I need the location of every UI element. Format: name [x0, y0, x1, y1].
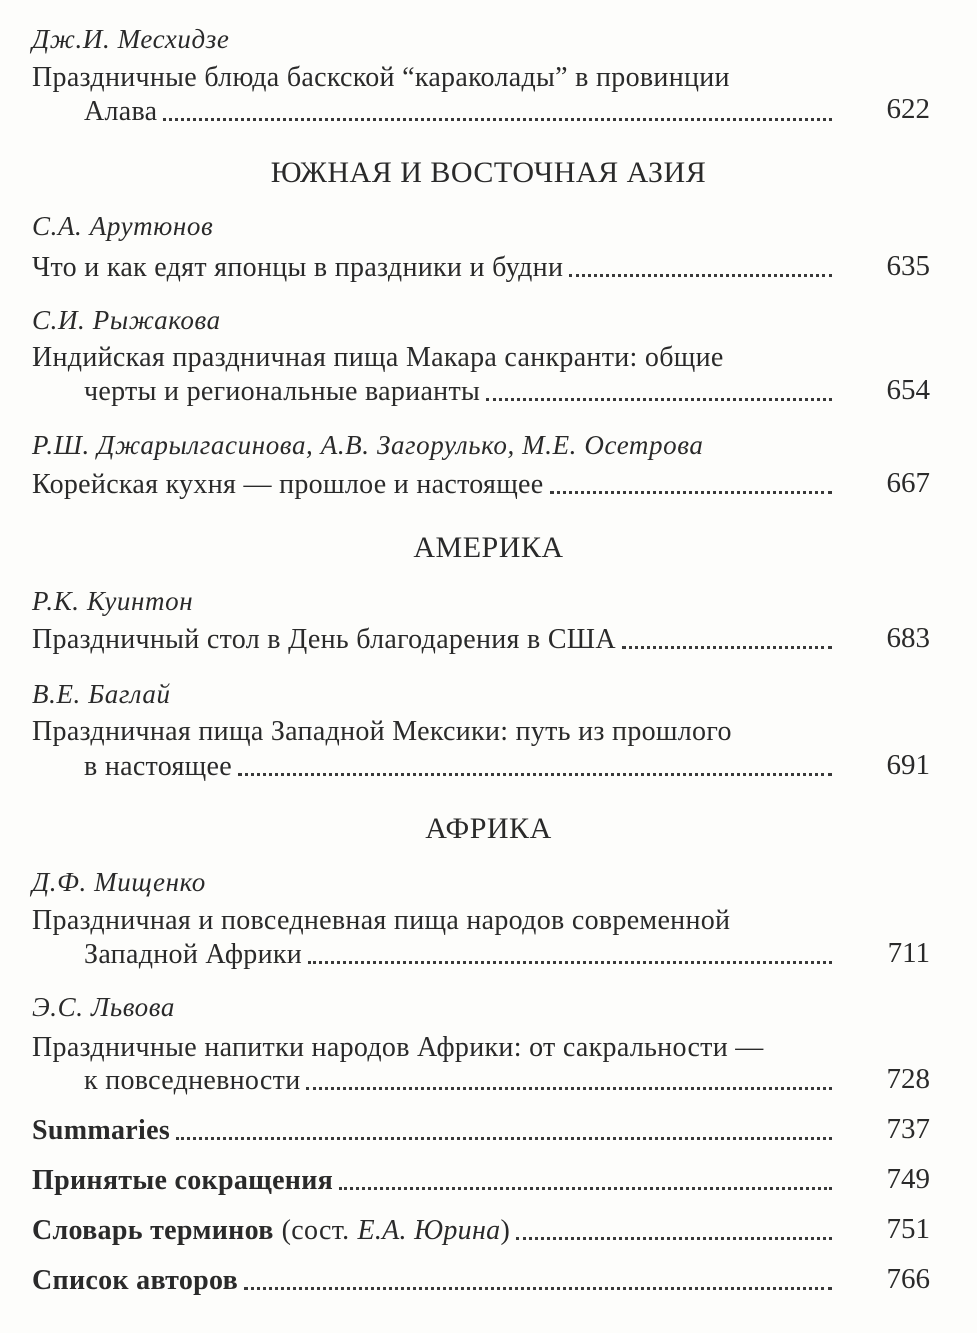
- entry-author: Д.Ф. Мищенко: [32, 867, 206, 897]
- page-number: 691: [886, 749, 930, 781]
- entry-title-line: Праздничная пища Западной Мексики: путь из прошлого: [32, 716, 732, 747]
- dot-leader: [569, 274, 832, 277]
- page-number: 737: [886, 1113, 930, 1145]
- entry-title-line: Западной Африки: [84, 939, 303, 970]
- entry-title-line: черты и региональные варианты: [84, 376, 481, 407]
- dot-leader: [306, 1087, 832, 1090]
- dot-leader: [622, 646, 832, 649]
- glossary-compiler-prefix: (сост.: [281, 1215, 350, 1246]
- dot-leader: [176, 1137, 832, 1140]
- dot-leader: [516, 1237, 832, 1240]
- page-number: 766: [886, 1263, 930, 1295]
- glossary-title: Словарь терминов: [32, 1215, 274, 1246]
- toc-entry-authors: [32, 1263, 834, 1297]
- toc-entry-leader: [84, 94, 834, 128]
- section-heading-asia: ЮЖНАЯ И ВОСТОЧНАЯ АЗИЯ: [270, 156, 707, 189]
- entry-author: Э.С. Львова: [32, 992, 176, 1022]
- toc-entry-leader: [84, 1063, 834, 1097]
- toc-entry-leader: [32, 622, 834, 656]
- page-number: 728: [886, 1063, 930, 1095]
- abbreviations-title: Принятые сокращения: [32, 1165, 334, 1196]
- glossary-compiler: Е.А. Юрина: [357, 1215, 501, 1246]
- section-heading-africa: АФРИКА: [425, 812, 552, 845]
- dot-leader: [244, 1287, 832, 1290]
- toc-entry-abbreviations: [32, 1163, 834, 1197]
- page-number: 711: [887, 937, 930, 969]
- dot-leader: [308, 961, 832, 964]
- entry-title-line: к повседневности: [84, 1065, 301, 1096]
- toc-entry-leader: [84, 374, 834, 408]
- page-number: 654: [886, 374, 930, 406]
- entry-author: С.А. Арутюнов: [32, 211, 214, 241]
- page-number: 635: [886, 250, 930, 282]
- toc-entry-leader: [84, 937, 834, 971]
- entry-author: Дж.И. Месхидзе: [32, 24, 230, 54]
- summaries-title: Summaries: [32, 1115, 171, 1146]
- toc-entry-summaries: [32, 1113, 834, 1147]
- entry-title-line: Что и как едят японцы в праздники и будни: [32, 252, 564, 283]
- entry-title-line: в настоящее: [84, 751, 232, 782]
- toc-entry-leader: [32, 467, 834, 501]
- page-number: 749: [886, 1163, 930, 1195]
- entry-author: В.Е. Баглай: [32, 679, 171, 709]
- toc-entry-leader: [84, 749, 834, 783]
- page-number: 622: [886, 93, 930, 125]
- dot-leader: [550, 491, 832, 494]
- entry-author: С.И. Рыжакова: [32, 305, 221, 335]
- entry-title-line: Праздничные блюда баскской “караколады” в провинции: [32, 62, 730, 93]
- entry-title-line: Алава: [84, 96, 158, 127]
- dot-leader: [238, 773, 832, 776]
- entry-title-line: Индийская праздничная пища Макара санкранти: общие: [32, 342, 724, 373]
- glossary-compiler-suffix: ): [500, 1215, 511, 1246]
- authors-list-title: Список авторов: [32, 1265, 239, 1296]
- dot-leader: [339, 1187, 832, 1190]
- toc-entry-glossary: [32, 1213, 834, 1247]
- toc-entry-leader: [32, 250, 834, 284]
- entry-author: Р.К. Куинтон: [32, 586, 194, 616]
- entry-title-line: Праздничные напитки народов Африки: от сакральности —: [32, 1032, 764, 1063]
- page-number: 667: [886, 467, 930, 499]
- entry-author: Р.Ш. Джарылгасинова, А.В. Загорулько, М.Е. Осетрова: [32, 430, 704, 460]
- dot-leader: [163, 118, 832, 121]
- section-heading-america: АМЕРИКА: [413, 531, 564, 564]
- page-number: 751: [886, 1213, 930, 1245]
- entry-title-line: Праздничный стол в День благодарения в США: [32, 624, 616, 655]
- entry-title-line: Корейская кухня — прошлое и настоящее: [32, 469, 544, 500]
- page-number: 683: [886, 622, 930, 654]
- dot-leader: [486, 398, 832, 401]
- entry-title-line: Праздничная и повседневная пища народов современной: [32, 905, 731, 936]
